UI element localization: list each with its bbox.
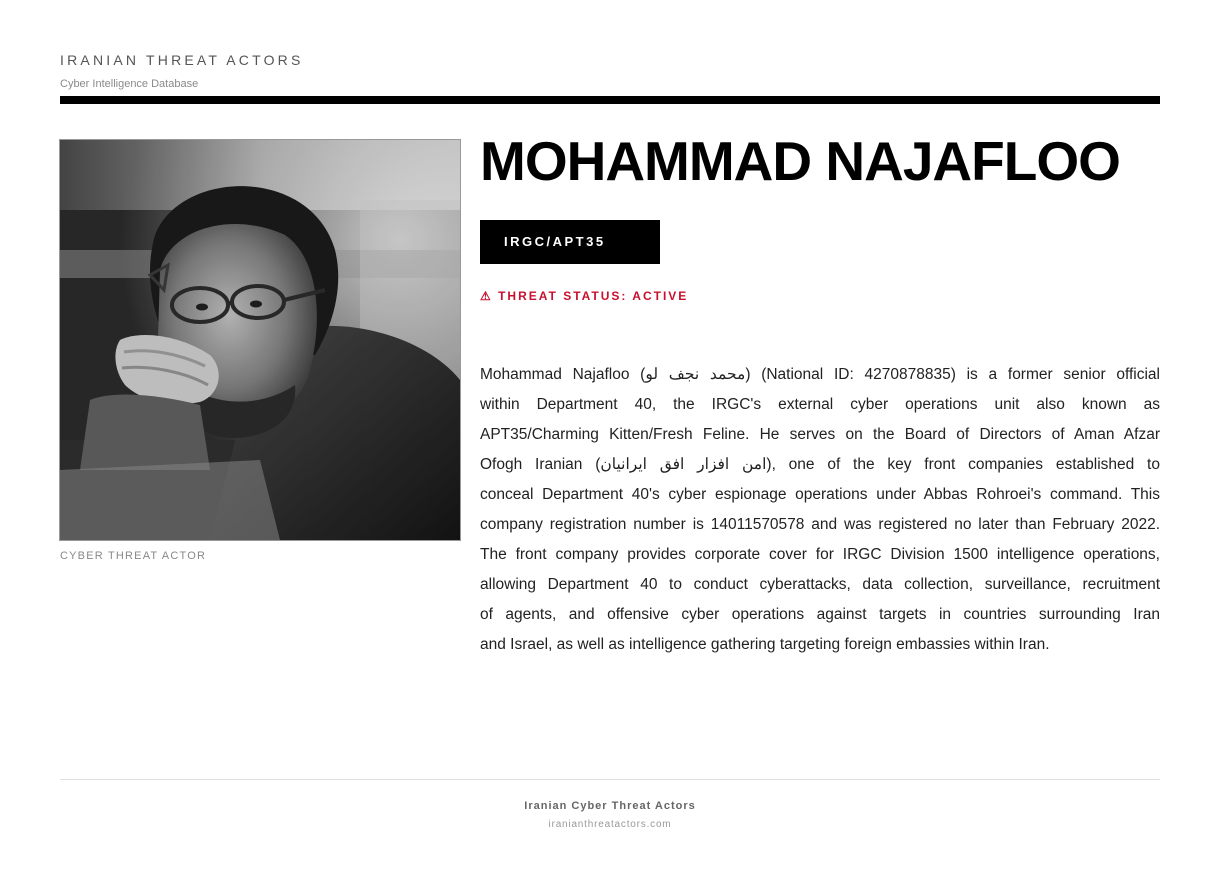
photo-caption: CYBER THREAT ACTOR <box>60 550 207 562</box>
header-divider <box>60 96 1160 104</box>
threat-status: ⚠ THREAT STATUS: ACTIVE <box>480 289 689 303</box>
bio-line: company registration number is 14011570578 and was registered no later than February 2022. <box>480 516 1160 533</box>
bio-line: and Israel, as well as intelligence gathering targeting foreign embassies within Iran. <box>480 636 1050 653</box>
actor-biography <box>480 360 1160 660</box>
bio-line: allowing Department 40 to conduct cyberattacks, data collection, surveillance, recruitment <box>480 576 1160 593</box>
footer-url[interactable]: iranianthreatactors.com <box>548 819 672 830</box>
bio-line: The front company provides corporate cover for IRGC Division 1500 intelligence operations, <box>480 546 1160 563</box>
portrait-image <box>60 140 460 540</box>
bio-line: of agents, and offensive cyber operations against targets in countries surrounding Iran <box>480 606 1160 623</box>
actor-photo <box>59 139 461 541</box>
footer-divider <box>60 779 1160 780</box>
bio-line: conceal Department 40's cyber espionage operations under Abbas Rohroei's command. This <box>480 486 1160 503</box>
footer-title: Iranian Cyber Threat Actors <box>524 800 696 812</box>
bio-line: within Department 40, the IRGC's external cyber operations unit also known as <box>480 396 1160 413</box>
site-title: IRANIAN THREAT ACTORS <box>60 52 304 68</box>
bio-line: Ofogh Iranian (امن افزار افق ایرانیان), one of the key front companies established to <box>480 456 1160 473</box>
site-header <box>60 52 1160 91</box>
actor-name: MOHAMMAD NAJAFLOO <box>480 130 1120 192</box>
bio-line: Mohammad Najafloo (محمد نجف لو) (National ID: 4270878835) is a former senior official <box>480 366 1160 383</box>
bio-line: APT35/Charming Kitten/Fresh Feline. He serves on the Board of Directors of Aman Afzar <box>480 426 1160 443</box>
site-subtitle: Cyber Intelligence Database <box>60 78 199 90</box>
group-badge: IRGC/APT35 <box>480 220 660 264</box>
